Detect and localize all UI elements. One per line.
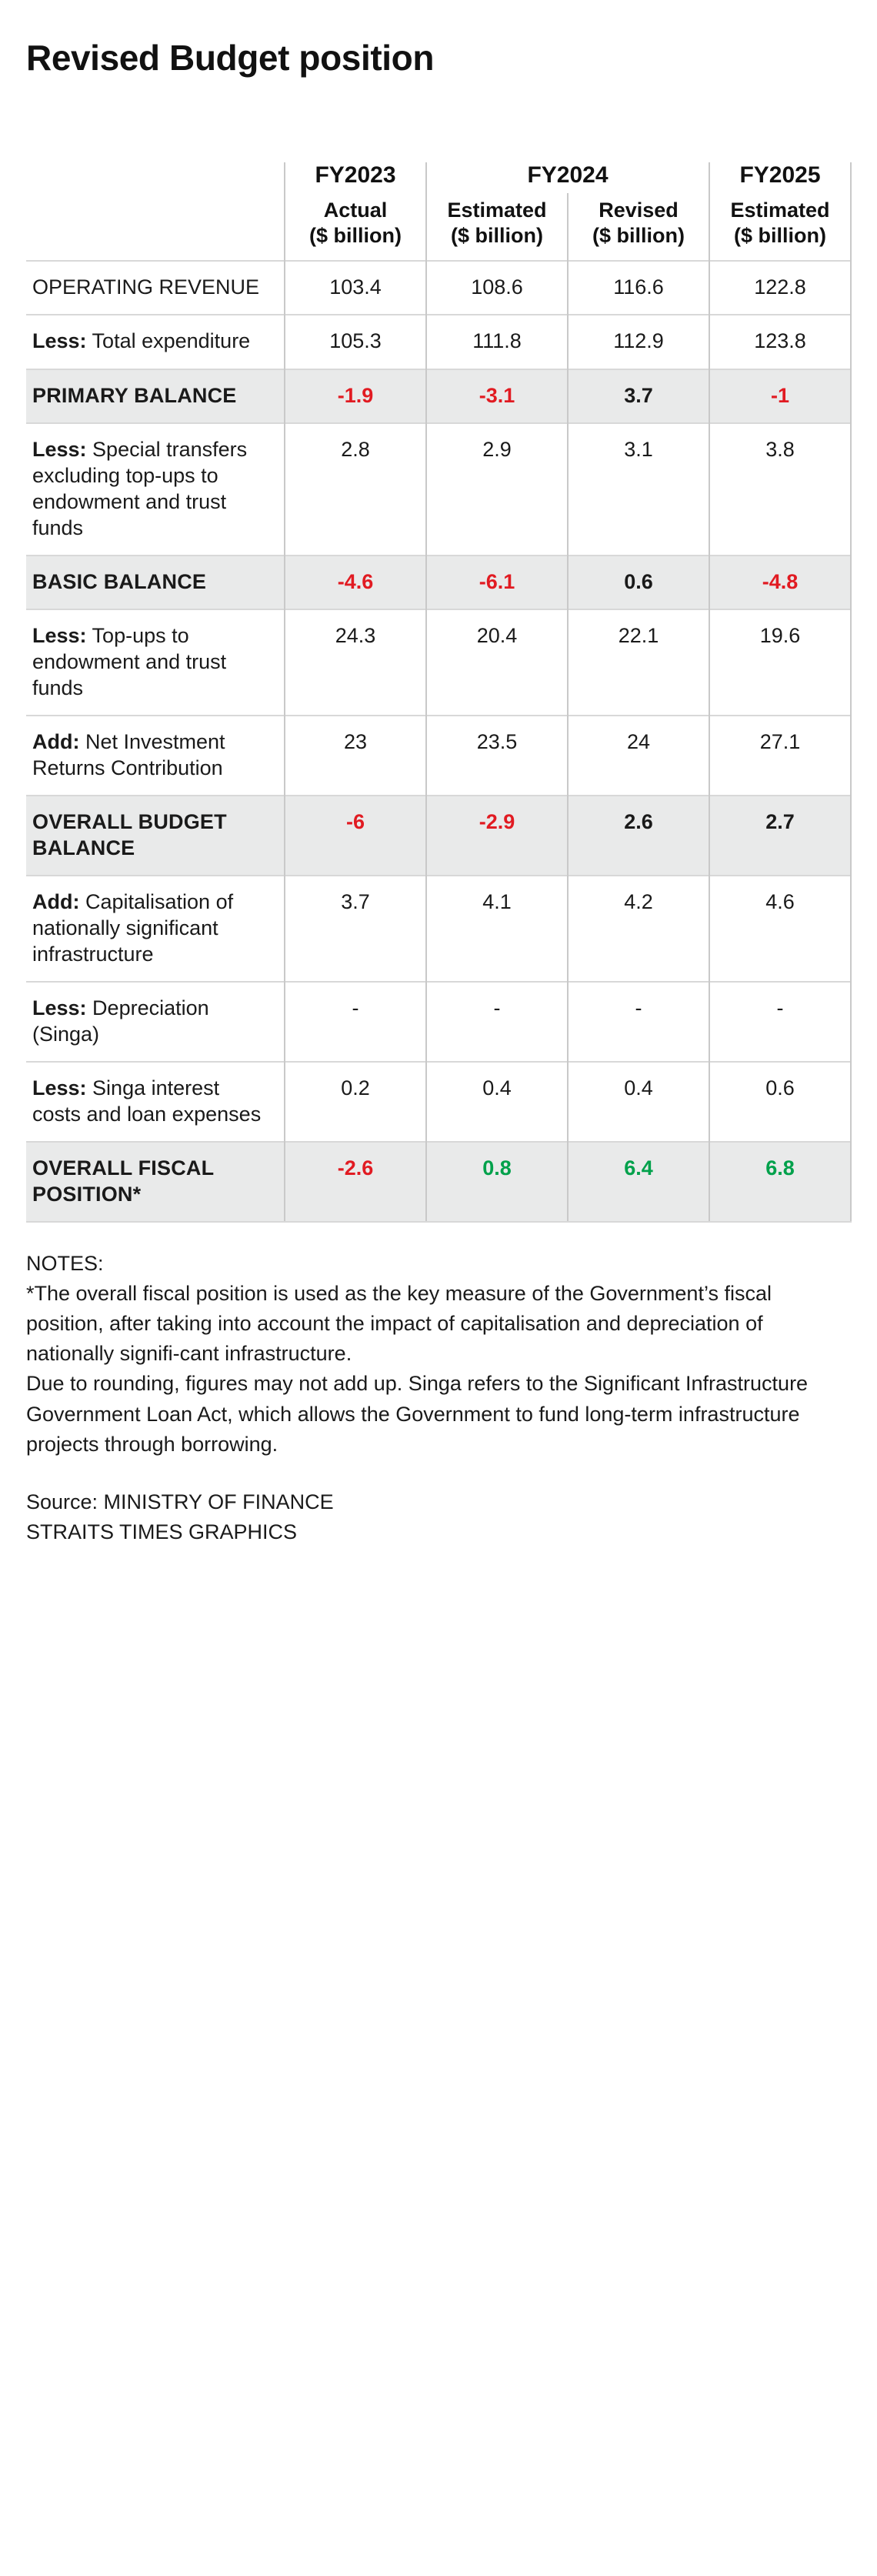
row-label-lead: Less: bbox=[32, 1076, 87, 1099]
budget-table bbox=[26, 162, 852, 1223]
row-value: 105.3 bbox=[285, 315, 426, 369]
row-value: 24.3 bbox=[285, 609, 426, 716]
row-value: 0.6 bbox=[568, 556, 709, 609]
row-label bbox=[26, 982, 285, 1062]
header-year-fy2025: FY2025 bbox=[709, 162, 851, 193]
row-label bbox=[26, 369, 285, 423]
row-value: 3.7 bbox=[285, 876, 426, 982]
row-value: 0.4 bbox=[568, 1062, 709, 1142]
row-value: -2.6 bbox=[285, 1142, 426, 1222]
row-value: 6.8 bbox=[709, 1142, 851, 1222]
row-value: -4.8 bbox=[709, 556, 851, 609]
row-label bbox=[26, 261, 285, 315]
row-label-text: Capitalisation of nationally significant infrastructure bbox=[32, 889, 234, 966]
row-label-lead: Add: bbox=[32, 889, 80, 913]
header-col-estimated-2024-unit: ($ billion) bbox=[451, 223, 543, 247]
row-label bbox=[26, 876, 285, 982]
header-col-estimated-2024 bbox=[426, 193, 568, 262]
row-label-lead: Less: bbox=[32, 329, 87, 353]
table-body bbox=[26, 261, 851, 1221]
row-value: 103.4 bbox=[285, 261, 426, 315]
table-row-summary bbox=[26, 1142, 851, 1222]
header-col-revised-2024-unit: ($ billion) bbox=[592, 223, 685, 247]
header-col-actual-label: Actual bbox=[323, 198, 388, 222]
row-value: -3.1 bbox=[426, 369, 568, 423]
header-corner-cell bbox=[26, 162, 285, 193]
row-value: 6.4 bbox=[568, 1142, 709, 1222]
row-label-text: Top-ups to endowment and trust funds bbox=[32, 623, 227, 699]
row-label bbox=[26, 796, 285, 876]
header-subcorner-cell bbox=[26, 193, 285, 262]
page-title: Revised Budget position bbox=[26, 38, 435, 78]
row-label-lead: Add: bbox=[32, 729, 80, 753]
notes-block bbox=[26, 1249, 851, 1547]
row-value: 0.4 bbox=[426, 1062, 568, 1142]
row-value: 24 bbox=[568, 716, 709, 796]
header-col-revised-2024 bbox=[568, 193, 709, 262]
row-value: 112.9 bbox=[568, 315, 709, 369]
source-line-2: STRAITS TIMES GRAPHICS bbox=[26, 1520, 298, 1543]
header-year-fy2023: FY2023 bbox=[285, 162, 426, 193]
row-label bbox=[26, 716, 285, 796]
row-label bbox=[26, 556, 285, 609]
row-label-text: Singa interest costs and loan expenses bbox=[32, 1076, 262, 1126]
row-value: 108.6 bbox=[426, 261, 568, 315]
row-value: 20.4 bbox=[426, 609, 568, 716]
header-col-estimated-2025 bbox=[709, 193, 851, 262]
notes-line-2: Due to rounding, figures may not add up. Singa refers to the Significant Infrastructure Government Loan Act, which allows the Government to fund long-term infrastructure projects through borrowing. bbox=[26, 1372, 809, 1456]
row-value: 23 bbox=[285, 716, 426, 796]
row-label-text: Net Investment Returns Contribution bbox=[32, 729, 225, 779]
row-label bbox=[26, 315, 285, 369]
header-row-years bbox=[26, 162, 851, 193]
table-row bbox=[26, 609, 851, 716]
row-value: 4.2 bbox=[568, 876, 709, 982]
table-row bbox=[26, 982, 851, 1062]
row-value: 19.6 bbox=[709, 609, 851, 716]
table-row bbox=[26, 423, 851, 556]
row-value: - bbox=[568, 982, 709, 1062]
row-value: 3.1 bbox=[568, 423, 709, 556]
row-label-lead: Less: bbox=[32, 996, 87, 1019]
table-row-summary bbox=[26, 369, 851, 423]
row-label-text: Depreciation (Singa) bbox=[32, 996, 209, 1046]
row-label-text: PRIMARY BALANCE bbox=[32, 383, 237, 407]
row-value: 22.1 bbox=[568, 609, 709, 716]
notes-spacer bbox=[26, 1460, 851, 1487]
row-label-lead: Less: bbox=[32, 623, 87, 647]
table-row bbox=[26, 315, 851, 369]
header-col-actual-unit: ($ billion) bbox=[309, 223, 402, 247]
header-col-estimated-2024-label: Estimated bbox=[447, 198, 547, 222]
row-value: 23.5 bbox=[426, 716, 568, 796]
row-label bbox=[26, 1142, 285, 1222]
row-label-text: OVERALL BUDGET BALANCE bbox=[32, 809, 227, 859]
row-value: 122.8 bbox=[709, 261, 851, 315]
header-col-estimated-2025-unit: ($ billion) bbox=[734, 223, 826, 247]
row-value: -6.1 bbox=[426, 556, 568, 609]
row-label-text: OPERATING REVENUE bbox=[32, 275, 260, 299]
row-label-text: Total expenditure bbox=[86, 329, 251, 353]
row-value: 0.8 bbox=[426, 1142, 568, 1222]
row-value: -1 bbox=[709, 369, 851, 423]
header-col-revised-2024-label: Revised bbox=[599, 198, 679, 222]
row-label bbox=[26, 1062, 285, 1142]
row-label-text: Special transfers excluding top-ups to endowment and trust funds bbox=[32, 437, 248, 539]
row-value: 116.6 bbox=[568, 261, 709, 315]
table-row bbox=[26, 716, 851, 796]
row-label-text: BASIC BALANCE bbox=[32, 569, 207, 593]
row-value: 3.8 bbox=[709, 423, 851, 556]
row-value: 2.8 bbox=[285, 423, 426, 556]
header-row-subheads bbox=[26, 193, 851, 262]
source-line-1: Source: MINISTRY OF FINANCE bbox=[26, 1490, 334, 1513]
header-year-fy2024: FY2024 bbox=[426, 162, 709, 193]
row-value: 111.8 bbox=[426, 315, 568, 369]
row-value: 3.7 bbox=[568, 369, 709, 423]
row-value: -6 bbox=[285, 796, 426, 876]
table-row-summary bbox=[26, 796, 851, 876]
row-label-lead: Less: bbox=[32, 437, 87, 461]
row-value: -2.9 bbox=[426, 796, 568, 876]
row-label-text: OVERALL FISCAL POSITION* bbox=[32, 1156, 214, 1206]
row-value: - bbox=[285, 982, 426, 1062]
budget-table-wrapper bbox=[26, 162, 851, 1223]
row-label bbox=[26, 609, 285, 716]
table-row-summary bbox=[26, 556, 851, 609]
row-value: 2.6 bbox=[568, 796, 709, 876]
row-value: -1.9 bbox=[285, 369, 426, 423]
row-value: 4.6 bbox=[709, 876, 851, 982]
table-row bbox=[26, 1062, 851, 1142]
row-value: 2.7 bbox=[709, 796, 851, 876]
header-col-estimated-2025-label: Estimated bbox=[730, 198, 830, 222]
row-value: 27.1 bbox=[709, 716, 851, 796]
row-value: 0.6 bbox=[709, 1062, 851, 1142]
row-label bbox=[26, 423, 285, 556]
row-value: - bbox=[709, 982, 851, 1062]
row-value: -4.6 bbox=[285, 556, 426, 609]
row-value: 123.8 bbox=[709, 315, 851, 369]
table-row bbox=[26, 261, 851, 315]
notes-heading: NOTES: bbox=[26, 1251, 104, 1275]
table-header bbox=[26, 162, 851, 262]
row-value: - bbox=[426, 982, 568, 1062]
row-value: 0.2 bbox=[285, 1062, 426, 1142]
row-value: 2.9 bbox=[426, 423, 568, 556]
header-col-actual bbox=[285, 193, 426, 262]
table-row bbox=[26, 876, 851, 982]
notes-line-1: *The overall fiscal position is used as the key measure of the Government’s fiscal position, after taking into account the impact of capitalisation and depreciation of nationally signifi-cant infrastructure. bbox=[26, 1281, 772, 1366]
row-value: 4.1 bbox=[426, 876, 568, 982]
